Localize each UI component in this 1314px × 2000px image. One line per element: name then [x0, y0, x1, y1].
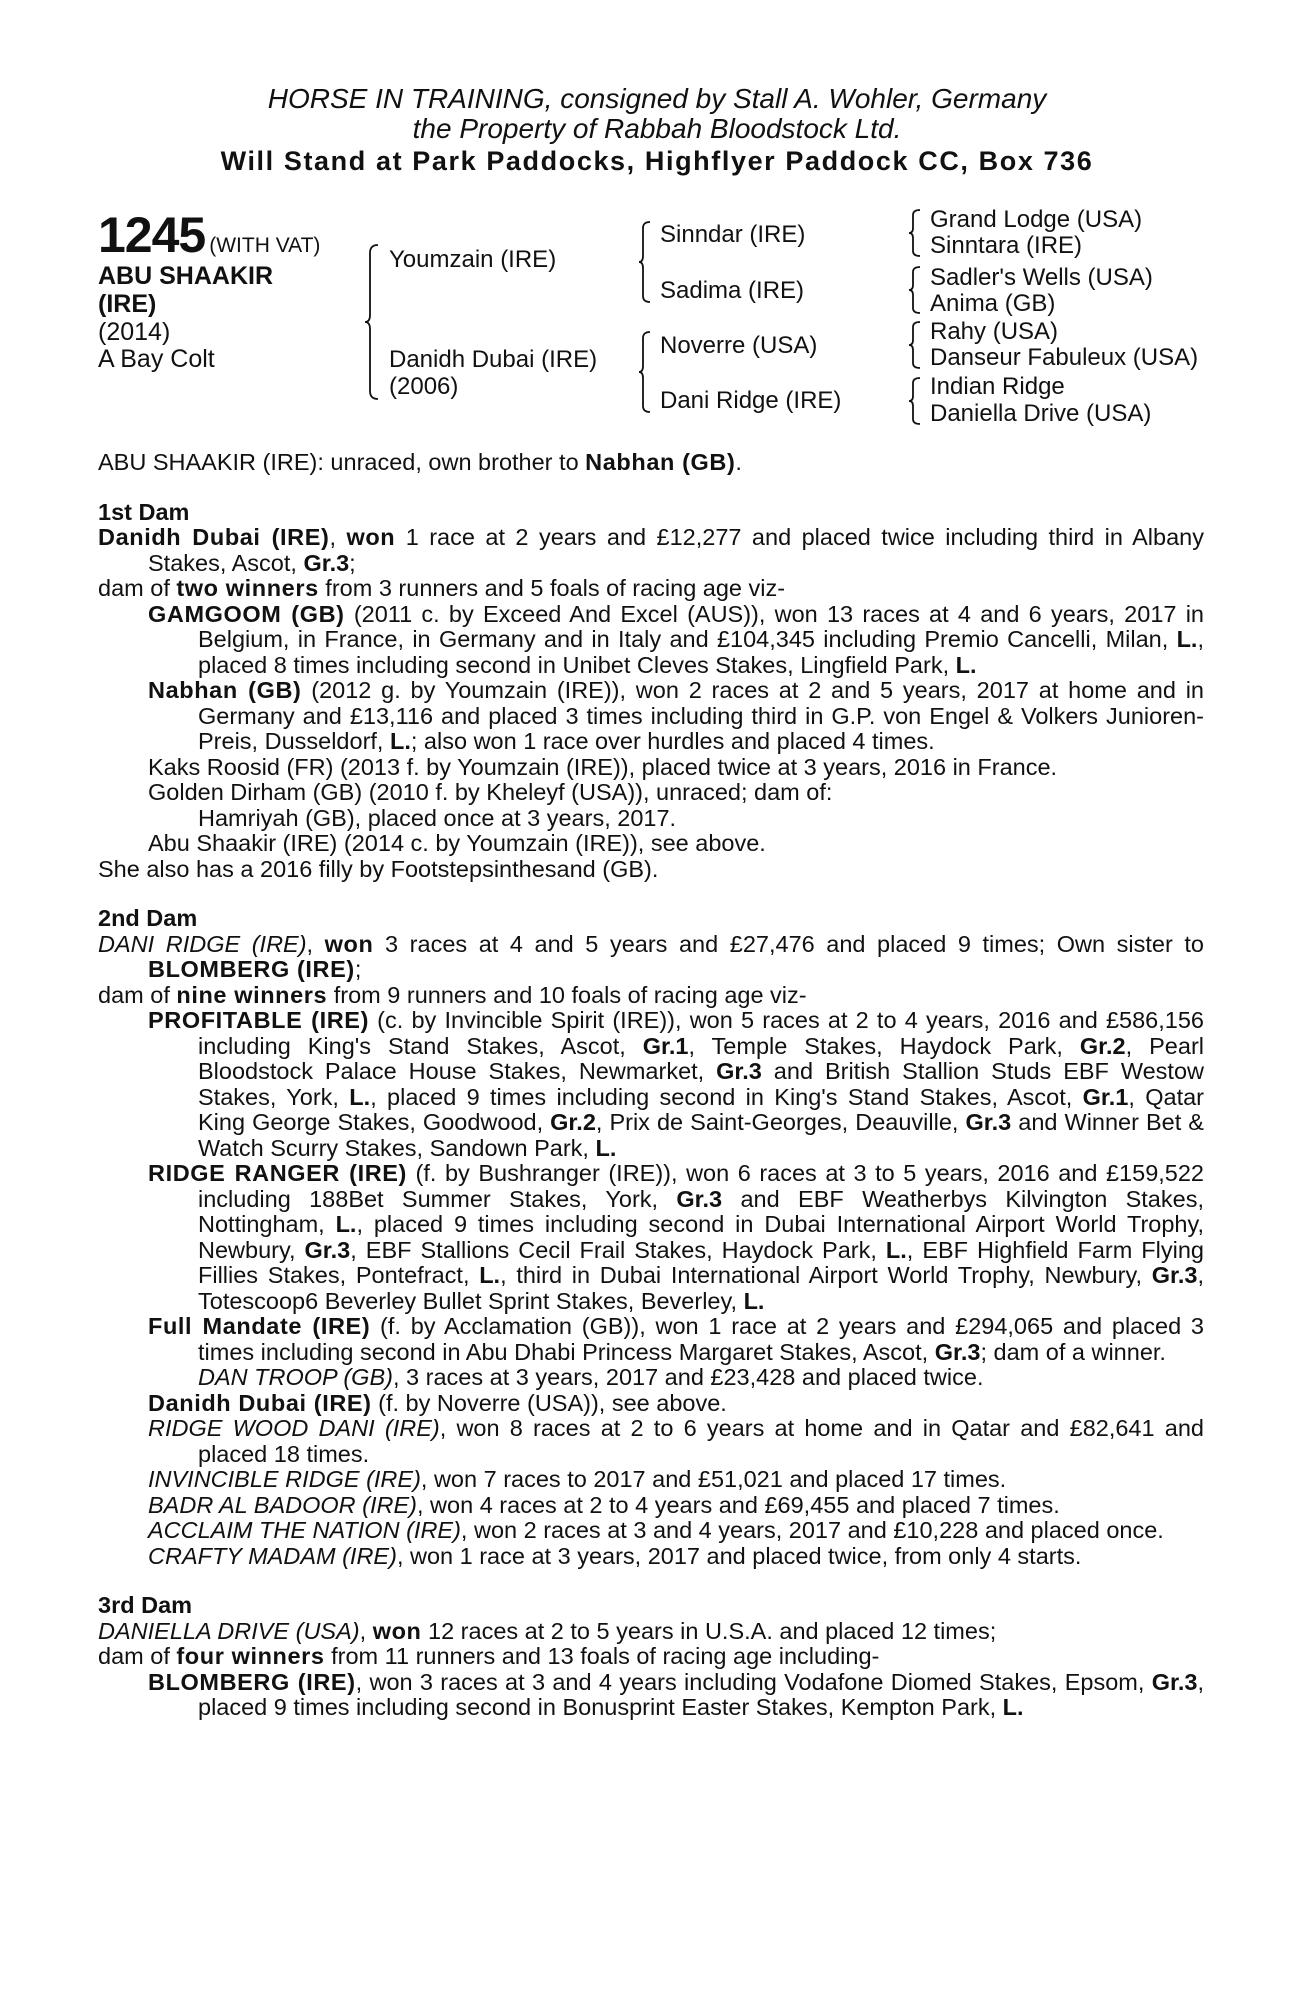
list-item: PROFITABLE (IRE) (c. by Invincible Spirit (IRE)), won 5 races at 2 to 4 years, 2016 and £586,156 including King's Stand Stakes, Ascot, Gr.1, Temple Stakes, Haydock Park, Gr.2, Pearl Bloodstock Palace House Stakes, Newmarket, Gr.3 and British Stallion Studs EBF Westow Stakes, York, L., placed 9 times including second in King's Stand Stakes, Ascot, Gr.1, Qatar King George Stakes, Goodwood, Gr.2, Prix de Saint-Georges, Deauville, Gr.3 and Winner Bet & Watch Scurry Stakes, Sandown Park, L.: [148, 1007, 1205, 1161]
great-grandparent-3: Sadler's Wells (USA): [930, 264, 1153, 291]
great-grandparent-1: Grand Lodge (USA): [930, 206, 1143, 233]
list-item: RIDGE WOOD DANI (IRE), won 8 races at 2 to 6 years at home and in Qatar and £82,641 and placed 18 times.: [148, 1415, 1204, 1467]
summary-line: ABU SHAAKIR (IRE): unraced, own brother to Nabhan (GB).: [98, 449, 742, 475]
list-item: Abu Shaakir (IRE) (2014 c. by Youmzain (IRE)), see above.: [148, 830, 766, 856]
g-brace-2: [908, 265, 922, 315]
great-grandparent-2: Sinntara (IRE): [930, 232, 1083, 259]
catalogue-body: [98, 450, 1204, 1721]
list-item: Kaks Roosid (FR) (2013 f. by Youmzain (IRE)), placed twice at 3 years, 2016 in France.: [148, 753, 1058, 780]
great-grandparent-6: Danseur Fabuleux (USA): [930, 344, 1199, 371]
list-item: RIDGE RANGER (IRE) (f. by Bushranger (IRE)), won 6 races at 3 to 5 years, 2016 and £159,522 including 188Bet Summer Stakes, York, Gr.3 and EBF Weatherbys Kilvington Stakes, Nottingham, L., placed 9 times including second in Dubai International Airport World Trophy, Newbury, Gr.3, EBF Stallions Cecil Frail Stakes, Haydock Park, L., EBF Highfield Farm Flying Fillies Stakes, Pontefract, L., third in Dubai International Airport World Trophy, Newbury, Gr.3, Totescoop6 Beverley Bullet Sprint Stakes, Beverley, L.: [148, 1160, 1205, 1314]
g-brace-1: [908, 208, 922, 258]
list-item: Danidh Dubai (IRE) (f. by Noverre (USA)), see above.: [148, 1389, 727, 1416]
list-item: Nabhan (GB) (2012 g. by Youmzain (IRE)), won 2 races at 2 and 5 years, 2017 at home and in Germany and £13,116 and placed 3 times including third in G.P. von Engel & Volkers Junioren-Preis, Dusseldorf, L.; also won 1 race over hurdles and placed 4 times.: [148, 677, 1204, 754]
great-grandparent-5: Rahy (USA): [930, 318, 1059, 345]
list-item: Golden Dirham (GB) (2010 f. by Kheleyf (USA)), unraced; dam of:: [148, 779, 833, 805]
second-dam-heading: 2nd Dam: [98, 905, 198, 931]
g-brace-4: [908, 376, 922, 426]
list-item: BLOMBERG (IRE), won 3 races at 3 and 4 years including Vodafone Diomed Stakes, Epsom, Gr.3, placed 9 times including second in Bonusprint Easter Stakes, Kempton Park, L.: [148, 1668, 1204, 1720]
great-grandparent-4: Anima (GB): [930, 290, 1056, 317]
first-dam-heading: 1st Dam: [98, 498, 190, 525]
sire-parents-brace: [638, 220, 652, 304]
parents-brace: [364, 243, 380, 401]
consignor-line: HORSE IN TRAINING, consigned by Stall A. Wohler, Germany: [267, 83, 1047, 114]
lot-number-block: [98, 206, 320, 264]
g-brace-3: [908, 320, 922, 370]
great-grandparent-8: Daniella Drive (USA): [930, 400, 1152, 427]
list-item: ACCLAIM THE NATION (IRE), won 2 races at 3 and 4 years, 2017 and £10,228 and placed once.: [148, 1517, 1164, 1543]
dam-year: (2006): [389, 373, 459, 400]
sire-sire: Sinndar (IRE): [660, 221, 806, 248]
location-line: Will Stand at Park Paddocks, Highflyer Paddock CC, Box 736: [220, 146, 1094, 176]
third-dam-record: DANIELLA DRIVE (USA), won 12 races at 2 to 5 years in U.S.A. and placed 12 times;: [98, 1617, 997, 1644]
first-dam-produce-summary: dam of two winners from 3 runners and 5 foals of racing age viz-: [98, 575, 786, 601]
list-item: Hamriyah (GB), placed once at 3 years, 2017.: [198, 804, 677, 831]
owner-line: the Property of Rabbah Bloodstock Ltd.: [412, 113, 902, 144]
second-dam-produce-summary: dam of nine winners from 9 runners and 10 foals of racing age viz-: [98, 981, 807, 1008]
second-dam-record: DANI RIDGE (IRE), won 3 races at 4 and 5 years and £27,476 and placed 9 times; Own sister to BLOMBERG (IRE);: [98, 930, 1204, 982]
list-item: DAN TROOP (GB), 3 races at 3 years, 2017 and £23,428 and placed twice.: [198, 1364, 984, 1390]
dam-parents-brace: [638, 330, 652, 414]
summary-brother: Nabhan (GB): [585, 449, 736, 475]
list-item: INVINCIBLE RIDGE (IRE), won 7 races to 2017 and £51,021 and placed 17 times.: [148, 1466, 1007, 1492]
foaling-year: (2014): [98, 318, 171, 346]
list-item: GAMGOOM (GB) (2011 c. by Exceed And Excel (AUS)), won 13 races at 4 and 6 years, 2017 in Belgium, in France, in Germany and in Italy and £104,345 including Premio Cancelli, Milan, L., placed 8 times including second in Unibet Cleves Stakes, Lingfield Park, L.: [148, 600, 1204, 678]
dam-name: Danidh Dubai (IRE): [389, 346, 598, 373]
sire-name: Youmzain (IRE): [389, 246, 557, 273]
great-grandparent-7: Indian Ridge: [930, 373, 1065, 400]
list-item: BADR AL BADOOR (IRE), won 4 races at 2 to 4 years and £69,455 and placed 7 times.: [148, 1491, 1060, 1518]
lot-number: 1245: [98, 207, 206, 263]
third-dam-heading: 3rd Dam: [98, 1592, 193, 1618]
list-item: Full Mandate (IRE) (f. by Acclamation (GB)), won 1 race at 2 years and £294,065 and placed 3 times including second in Abu Dhabi Princess Margaret Stakes, Ascot, Gr.3; dam of a winner.: [148, 1313, 1204, 1365]
first-dam-record: Danidh Dubai (IRE), won 1 race at 2 years and £12,277 and placed twice including third in Albany Stakes, Ascot, Gr.3;: [98, 524, 1204, 576]
dam-dam: Dani Ridge (IRE): [660, 387, 842, 414]
first-dam-note: She also has a 2016 filly by Footstepsinthesand (GB).: [98, 855, 659, 882]
horse-description: A Bay Colt: [98, 345, 215, 373]
third-dam-produce-summary: dam of four winners from 11 runners and 13 foals of racing age including-: [98, 1643, 880, 1669]
list-item: CRAFTY MADAM (IRE), won 1 race at 3 years, 2017 and placed twice, from only 4 starts.: [148, 1542, 1082, 1569]
dam-sire: Noverre (USA): [660, 332, 818, 359]
sire-dam: Sadima (IRE): [660, 277, 805, 304]
horse-name: ABU SHAAKIR (IRE): [98, 262, 273, 318]
vat-label: (WITH VAT): [209, 234, 321, 257]
